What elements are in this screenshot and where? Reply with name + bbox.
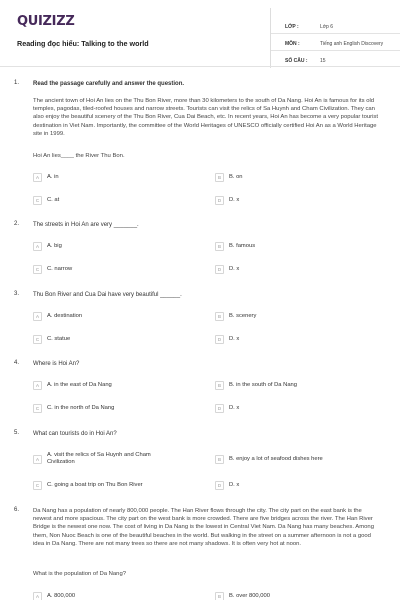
question-number: 5. <box>14 430 20 436</box>
option-c[interactable] <box>33 264 72 274</box>
question-number: 2. <box>14 221 20 227</box>
option-label: A. visit the relics of Sa Huynh and Cham Civilization <box>47 452 151 465</box>
option-letter: D <box>215 196 224 205</box>
meta-value: Tiếng anh English Discovery <box>320 41 384 47</box>
option-label: B. on <box>229 173 243 180</box>
option-label: B. scenery <box>229 312 257 319</box>
question-text: What can tourists do in Hoi An? <box>33 431 117 437</box>
option-label: C. going a boat trip on Thu Bon River <box>47 481 143 488</box>
option-b[interactable] <box>215 380 297 390</box>
option-label: A. destination <box>47 312 83 319</box>
option-label: B. enjoy a lot of seafood dishes here <box>229 455 323 462</box>
option-d[interactable] <box>215 334 239 344</box>
option-letter: B <box>215 592 224 600</box>
option-d[interactable] <box>215 480 239 490</box>
option-a[interactable] <box>33 311 82 321</box>
question-text: Thu Bon River and Cua Dai have very beautiful ______. <box>33 292 182 298</box>
option-label: B. famous <box>229 242 256 249</box>
option-label: C. at <box>47 196 60 203</box>
meta-value: 15 <box>320 58 326 64</box>
option-letter: A <box>33 173 42 182</box>
option-label: D. x <box>229 404 240 411</box>
option-letter: A <box>33 381 42 390</box>
option-letter: C <box>33 404 42 413</box>
option-letter: A <box>33 242 42 251</box>
option-letter: A <box>33 592 42 600</box>
option-d[interactable] <box>215 195 239 205</box>
meta-row-class <box>271 17 400 34</box>
question-prompt: What is the population of Da Nang? <box>33 571 126 577</box>
option-c[interactable] <box>33 334 70 344</box>
reading-passage: Da Nang has a population of nearly 800,000 people. The Han River flows through the city. The city part on the east bank is the newest and more spacious. The city part on the west bank is more crowded. There are five bridges across the river. The Han River Bridge is the newest one now. The cost of living in Da Nang is the lowest in Central Viet Nam. Da Nang has many beaches. Among them, Non Nuoc Beach is one of the beautiful beaches in the world. But walking in the street on a summer afternoon is not a good idea in Da Nang. There are not many trees so there are not many shadows. It is often very hot at noon. <box>33 508 374 547</box>
option-letter: D <box>215 265 224 274</box>
option-d[interactable] <box>215 264 239 274</box>
question-text: Read the passage carefully and answer the question. <box>33 81 185 87</box>
option-letter: B <box>215 173 224 182</box>
option-label: A. 800,000 <box>47 592 76 599</box>
question-number: 6. <box>14 507 20 513</box>
option-letter: D <box>215 404 224 413</box>
question-number: 3. <box>14 291 20 297</box>
option-label: B. in the south of Da Nang <box>229 381 297 388</box>
option-c[interactable] <box>33 195 59 205</box>
option-a[interactable] <box>33 450 167 468</box>
option-b[interactable] <box>215 591 270 600</box>
option-d[interactable] <box>215 403 239 413</box>
option-letter: B <box>215 242 224 251</box>
quizizz-logo: QUIZIZZ <box>17 14 75 29</box>
option-label: A. in <box>47 173 59 180</box>
option-label: D. x <box>229 335 240 342</box>
option-b[interactable] <box>215 454 323 464</box>
option-letter: D <box>215 335 224 344</box>
option-a[interactable] <box>33 380 112 390</box>
meta-key: SỐ CÂU : <box>285 58 308 64</box>
option-letter: B <box>215 381 224 390</box>
worksheet-title: Reading đọc hiểu: Talking to the world <box>17 39 149 48</box>
question-text: The streets in Hoi An are very _______. <box>33 222 139 228</box>
question-number: 4. <box>14 360 20 366</box>
option-label: A. in the east of Da Nang <box>47 381 112 388</box>
header-divider <box>0 66 400 67</box>
question-number: 1. <box>14 80 20 86</box>
option-letter: C <box>33 265 42 274</box>
option-label: D. x <box>229 265 240 272</box>
question-prompt: Hoi An lies____ the River Thu Bon. <box>33 153 125 159</box>
meta-key: LỚP : <box>285 24 299 30</box>
option-letter: C <box>33 481 42 490</box>
option-letter: C <box>33 335 42 344</box>
option-label: A. big <box>47 242 62 249</box>
reading-passage: The ancient town of Hoi An lies on the Thu Bon River, more than 30 kilometers to the south of Da Nang. Hoi An is famous for its old temples, pagodas, tiled-roofed houses and narrow streets. Tourists can visit the relics of Sa Huynh and Cham Civilization. They can also enjoy the beautiful scenery of the Thu Bon River, Cua Dai Beach, etc. In recent years, Hoi An has become a very popular tourist destination in Viet Nam. Importantly, the committee of the World Heritages of UNESCO officially certified Hoi An as a World Heritage site in 1999. <box>33 98 379 137</box>
meta-value: Lớp 6 <box>320 24 334 30</box>
option-letter: B <box>215 455 224 464</box>
option-c[interactable] <box>33 480 143 490</box>
option-label: D. x <box>229 481 240 488</box>
worksheet-header <box>10 8 390 62</box>
option-letter: A <box>33 312 42 321</box>
option-label: D. x <box>229 196 240 203</box>
option-b[interactable] <box>215 172 243 182</box>
meta-row-subject <box>271 34 400 51</box>
option-letter: A <box>33 455 42 464</box>
worksheet-meta-table <box>270 8 400 68</box>
option-label: C. statue <box>47 335 71 342</box>
option-c[interactable] <box>33 403 114 413</box>
question-text: Where is Hoi An? <box>33 361 80 367</box>
option-letter: D <box>215 481 224 490</box>
option-a[interactable] <box>33 172 59 182</box>
option-a[interactable] <box>33 241 62 251</box>
option-letter: C <box>33 196 42 205</box>
option-label: C. in the north of Da Nang <box>47 404 115 411</box>
option-label: C. narrow <box>47 265 73 272</box>
option-b[interactable] <box>215 311 256 321</box>
option-label: B. over 800,000 <box>229 592 270 599</box>
option-a[interactable] <box>33 591 75 600</box>
option-letter: B <box>215 312 224 321</box>
meta-key: MÔN : <box>285 41 300 47</box>
option-b[interactable] <box>215 241 255 251</box>
